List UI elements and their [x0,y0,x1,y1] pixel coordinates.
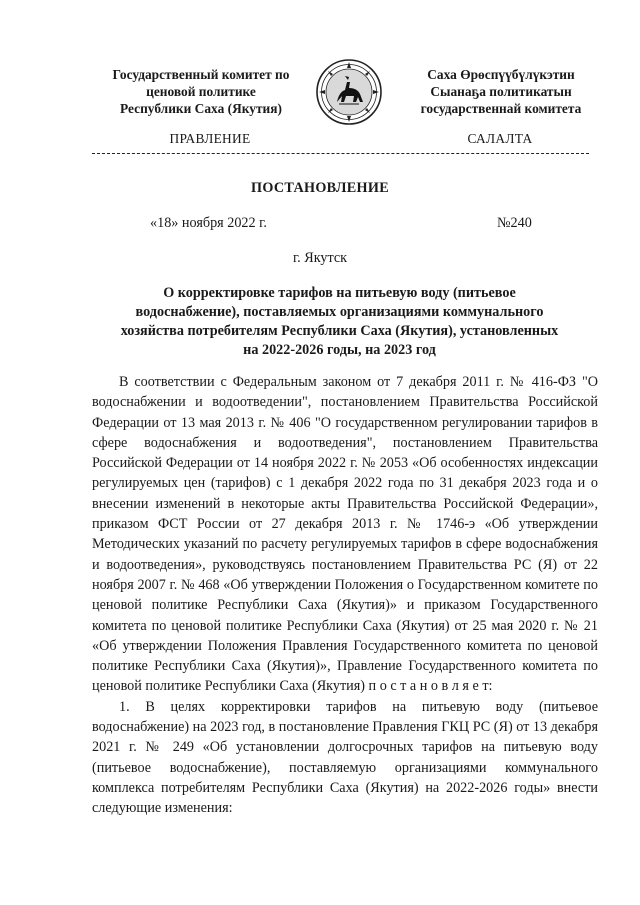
header-left-org [92,66,310,117]
header-right-line: государственнай комитета [420,101,582,116]
document-date: «18» ноября 2022 г. [150,215,267,231]
document-title: ПОСТАНОВЛЕНИЕ [251,180,389,196]
body-paragraph: В соответствии с Федеральным законом от 7 декабря 2011 г. № 416-ФЗ "О водоснабжении и водоотведении", постановлением Правительства Российской Федерации от 13 мая 2013 г. № 406 "О государственном регулировании тарифов в сфере водоснабжения и водоотведения", постановлением Правительства Российской Федерации от 14 ноября 2022 г. № 2053 «Об особенностях индексации регулируемых цен (тарифов) с 1 декабря 2022 года по 31 декабря 2023 года и о внесении изменений в некоторые акты Правительства Российской Федерации», приказом ФСТ России от 27 декабря 2013 г. № 1746-э «Об утверждении Методических указаний по расчету регулируемых тарифов в сфере водоснабжения и водоотведения», руководствуясь постановлением Правительства РС (Я) от 22 ноября 2007 г. № 468 «Об утверждении Положения о Государственном комитете по ценовой политике Республики Саха (Якутия)» и приказом Государственного комитета по ценовой политике Республики Саха (Якутия) от 25 мая 2020 г. № 21 «Об утверждении Положения Правления Государственного комитета по ценовой политике Республики Саха (Якутия)», Правление Государственного комитета по ценовой политике Республики Саха (Якутия) п о с т а н о в л я е т: [92,374,598,695]
header-right-org [398,66,604,117]
republic-coat-of-arms-icon [315,58,383,126]
header-right-sub: САЛАЛТА [467,131,533,146]
body-paragraph: 1. В целях корректировки тарифов на питьевую воду (питьевое водоснабжение) на 2023 год, в постановление Правления ГКЦ РС (Я) от 13 декабря 2021 г. № 249 «Об установлении долгосрочных тарифов на питьевую воду (питьевое водоснабжение), поставляемую организациями коммунального комплекса потребителям Республики Саха (Якутия) на 2022-2026 годы» внести следующие изменения: [92,698,598,817]
document-body [92,372,598,819]
header-left-line: ценовой политике [146,84,256,99]
document-city: г. Якутск [292,250,348,266]
header-right-line: Сыанаҕа политикатын [430,84,572,99]
header-left-line: Государственный комитет по [112,67,290,82]
header-left-line: Республики Саха (Якутия) [120,101,282,116]
header-divider [92,153,589,154]
document-number: №240 [497,215,532,231]
header-left-sub: ПРАВЛЕНИЕ [169,131,251,146]
document-subject: О корректировке тарифов на питьевую воду (питьевое водоснабжение), поставляемых организациями коммунального хозяйства потребителям Республики Саха (Якутия), установленных на 2022-2026 годы, на 2023 год [120,285,559,358]
header-right-line: Саха Өрөспүүбүлүкэтин [427,67,575,82]
